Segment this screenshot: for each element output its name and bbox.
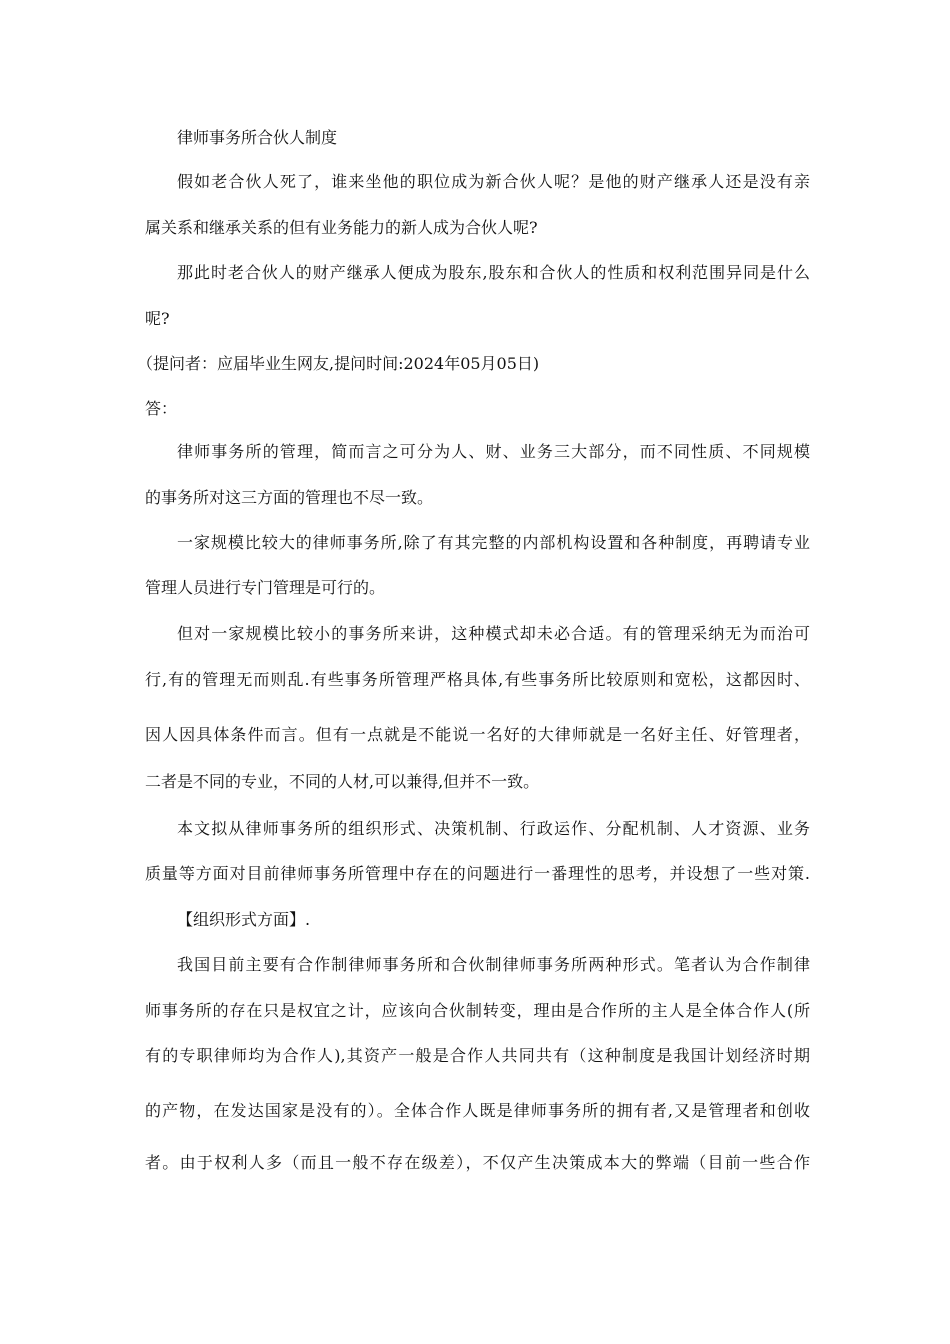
text-line: 者。由于权利人多（而且一般不存在级差），不仅产生决策成本大的弊端（目前一些合作 [145, 1153, 810, 1172]
asker-info: （提问者：应届毕业生网友,提问时间:2024年05月05日) [137, 354, 540, 373]
text-line: 一家规模比较大的律师事务所,除了有其完整的内部机构设置和各种制度，再聘请专业 [177, 533, 810, 552]
text-line: 的事务所对这三方面的管理也不尽一致。 [145, 488, 434, 507]
text-line: 管理人员进行专门管理是可行的。 [145, 578, 386, 597]
text-line: 师事务所的存在只是权宜之计，应该向合伙制转变，理由是合作所的主人是全体合作人(所 [145, 1001, 810, 1020]
document-title: 律师事务所合伙人制度 [177, 128, 338, 147]
text-line: 律师事务所的管理，简而言之可分为人、财、业务三大部分，而不同性质、不同规模 [177, 442, 810, 461]
text-line: 二者是不同的专业，不同的人材,可以兼得,但并不一致。 [145, 772, 540, 791]
section-heading: 【组织形式方面】. [177, 910, 311, 929]
text-line: 我国目前主要有合作制律师事务所和合伙制律师事务所两种形式。笔者认为合作制律 [177, 955, 810, 974]
text-line: 呢? [145, 309, 170, 328]
text-line: 因人因具体条件而言。但有一点就是不能说一名好的大律师就是一名好主任、好管理者， [145, 725, 810, 744]
text-line: 行,有的管理无而则乱.有些事务所管理严格具体,有些事务所比较原则和宽松，这都因时、 [145, 670, 810, 689]
text-line: 那此时老合伙人的财产继承人便成为股东,股东和合伙人的性质和权利范围异同是什么 [177, 263, 810, 282]
text-line: 假如老合伙人死了，谁来坐他的职位成为新合伙人呢？是他的财产继承人还是没有亲 [177, 172, 810, 191]
text-line: 本文拟从律师事务所的组织形式、决策机制、行政运作、分配机制、人才资源、业务 [177, 819, 810, 838]
answer-label: 答： [145, 399, 178, 418]
text-line: 但对一家规模比较小的事务所来讲，这种模式却未必合适。有的管理采纳无为而治可 [177, 624, 810, 643]
text-line: 属关系和继承关系的但有业务能力的新人成为合伙人呢? [145, 218, 538, 237]
text-line: 质量等方面对目前律师事务所管理中存在的问题进行一番理性的思考，并设想了一些对策. [145, 864, 810, 883]
text-line: 的产物，在发达国家是没有的）。全体合作人既是律师事务所的拥有者,又是管理者和创收 [145, 1101, 810, 1120]
text-line: 有的专职律师均为合作人),其资产一般是合作人共同共有（这种制度是我国计划经济时期 [145, 1046, 810, 1065]
